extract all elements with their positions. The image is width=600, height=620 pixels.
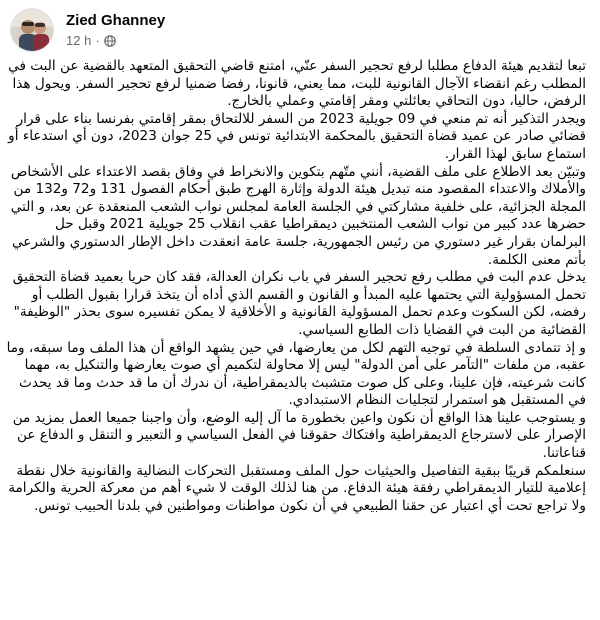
post-subline xyxy=(66,32,165,49)
avatar-photo xyxy=(11,9,54,52)
post-paragraph-3: وتبيّن بعد الاطلاع على ملف القضية، أنني متّهم بتكوين والانخراط في وفاق بقصد الاعتداء على الأشخاص والأملاك والاعتداء المقصود منه تبديل هيئة الدولة وإثارة الهرج طبق أحكام الفصول 131 و72 و132 من المجلة الجزائية، على خلفية مشاركتي في الجلسة العامة لمجلس نواب الشعب المنعقدة عن بعد، و التي حضرها عدد كبير من نواب الشعب المنتخبين ديمقراطيا عقب انقلاب 25 جويلية 2021 وقبل حل البرلمان بقرار غير دستوري من رئيس الجمهورية، جلسة عامة انعقدت داخل الإطار الدستوري والشرعي بأتم معنى الكلمة. xyxy=(10,163,586,268)
globe-icon[interactable] xyxy=(104,35,116,47)
post-paragraph-2: ويجدر التذكير أنه تم منعي في 09 جويلية 2023 من السفر للالتحاق بمقر إقامتي بفرنسا بناء على قرار قضائي صادر عن عميد قضاة التحقيق بالمحكمة الابتدائية تونس في 25 جوان 2023، دون أي استدعاء أو استماع سابق لهذا القرار. xyxy=(8,110,586,162)
post-paragraph-6: و يستوجب علينا هذا الواقع أن نكون واعين بخطورة ما آل إليه الوضع، وأن واجبنا جميعا العمل بمزيد من الإصرار على لاسترجاع الديمقراطية وافتكاك حقوقنا في الفعل السياسي و التعبير و التنقل و الدفاع عن قناعاتنا. xyxy=(12,409,586,462)
post-paragraph-5: و إذ تتمادى السلطة في توجيه التهم لكل من يعارضها، في حين يشهد الواقع أن هذا الملف وما سبقه، وما عقبه، من ملفات "التآمر على أمن الدولة" ليس إلا محاولة لتكميم أي صوت يعارضها والتنكيل به، مهما كانت شرعيته، فإن علينا، وعلى كل صوت متشبث بالديمقراطية، أن ندرك أن ما قد حدث وما قد يحدث في المستقبل هو استمرار لتجليات النظام الاستبدادي. xyxy=(6,339,586,409)
post-header xyxy=(10,6,165,54)
post-paragraph-1: تبعا لتقديم هيئة الدفاع مطلبا لرفع تحجير السفر عنّي، امتنع قاضي التحقيق المتعهد بالقضية عن البت في المطلب رغم انقضاء الآجال القانونية للبت، مما يعني، قانونا، رفضا ضمنيا لرفع تحجير السفر. ويحول هذا الرفض، حاليا، دون التحاقي بعائلتي ومقر إقامتي وعملي بالخارج. xyxy=(8,58,586,110)
author-name[interactable]: Zied Ghanney xyxy=(66,12,166,29)
post-paragraph-4: يدخل عدم البت في مطلب رفع تحجير السفر في باب نكران العدالة، فقد كان حريا بعميد قضاة التحقيق تحمل المسؤولية التي يحتمها عليه المبدأ و القانون و القسم الذي أداه أن يتخذ قرارا بقبول الطلب أو رفضه، لكن السكوت وعدم تحمل المسؤولية القانونية و الأخلاقية لا يمكن تفسيره سوى بحذر "الوظيفة" القضائية من البت في القضايا ذات الطابع السياسي. xyxy=(12,269,586,338)
avatar[interactable] xyxy=(10,8,54,52)
post-timestamp[interactable]: 12 h xyxy=(66,33,92,48)
post-paragraph-7: سنعلمكم قريبًا ببقية التفاصيل والحيثيات حول الملف ومستقبل التحركات النضالية والقانونية خلال نقطة إعلامية للتيار الديمقراطي رفقة هيئة الدفاع. من هنا لذلك الوقت لا شيء أهم من معركة الحرية والكرامة ولا تراجع تحت أي اعتبار عن حقنا الطبيعي في أن نكون مواطنات ومواطنين في بلدنا الحبيب تونس. xyxy=(8,462,586,514)
post-body xyxy=(6,58,586,515)
meta-separator: · xyxy=(95,33,100,48)
post-meta xyxy=(66,11,165,49)
